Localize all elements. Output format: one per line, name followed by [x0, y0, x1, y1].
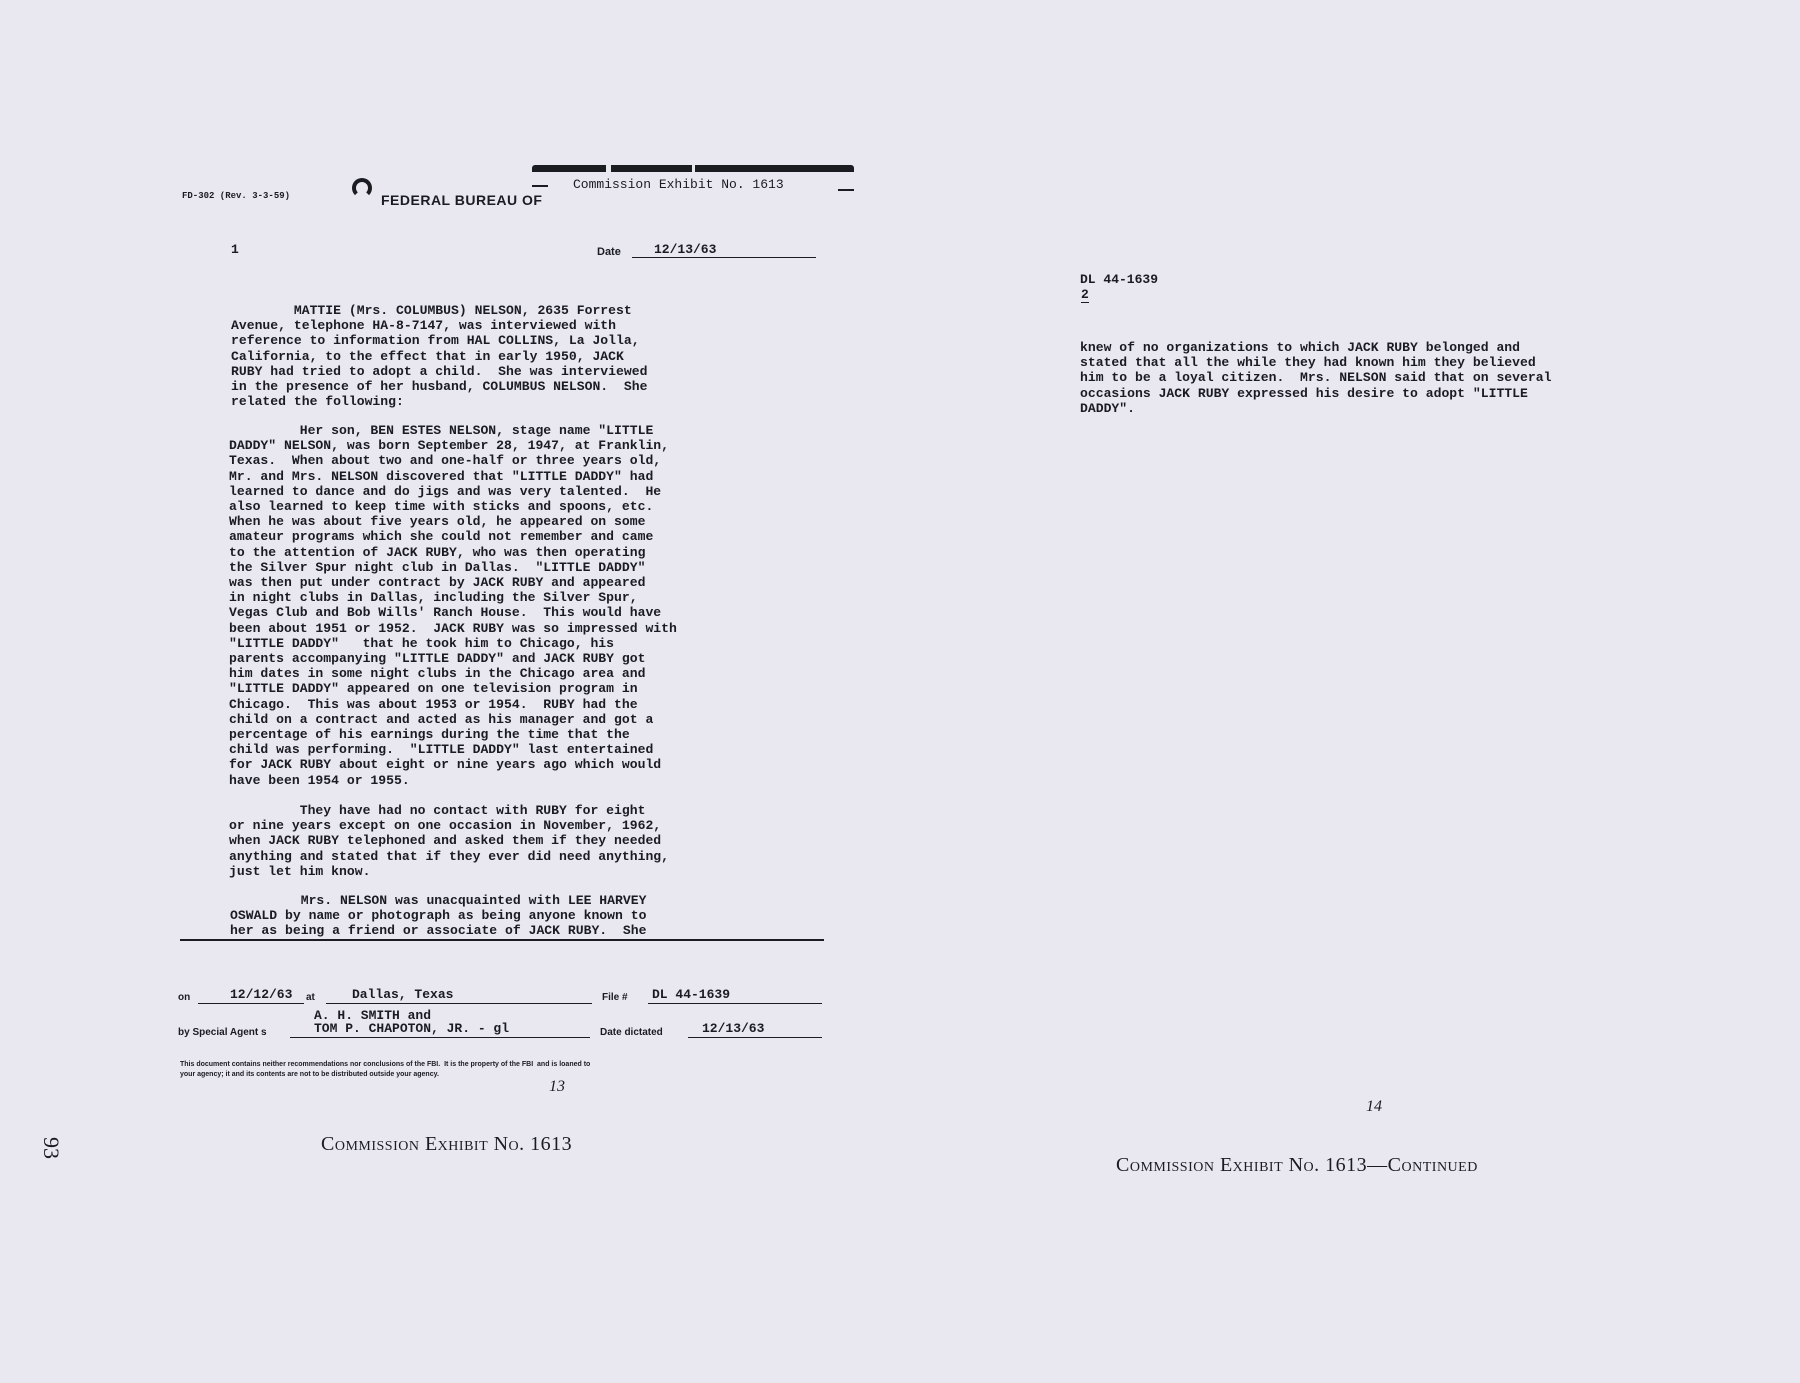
special-agent-value: TOM P. CHAPOTON, JR. - gl	[290, 1021, 590, 1038]
page-number: 2	[1081, 287, 1089, 302]
body-paragraph: Her son, BEN ESTES NELSON, stage name "LITTLE DADDY" NELSON, was born September 28, 1947, at Franklin, Texas. When about two and one-half or three years old, Mr. and Mrs. NELSON discovered that "LITTLE DADDY" had learned to dance and do jigs and was very talented. He also learned to keep time with sticks and spoons, etc. When he was about five years old, he appeared on some amateur programs which she could not remember and came to the attention of JACK RUBY, who was then operating the Silver Spur night club in Dallas. "LITTLE DADDY" was then put under contract by JACK RUBY and appeared in night clubs in Dallas, including the Silver Spur, Vegas Club and Bob Wills' Ranch House. This would have been about 1951 or 1952. JACK RUBY was so impressed with "LITTLE DADDY" that he took him to Chicago, his parents accompanying "LITTLE DADDY" and JACK RUBY got him dates in some night clubs in the Chicago area and "LITTLE DADDY" appeared on one television program in Chicago. This was about 1953 or 1954. RUBY had the child on a contract and acted as his manager and got a percentage of his earnings during the time that the child was performing. "LITTLE DADDY" last entertained for JACK RUBY about eight or nine years ago which would have been 1954 or 1955.	[229, 423, 677, 788]
exhibit-stamp-bar-gap	[692, 165, 695, 172]
exhibit-stamp-tick	[838, 189, 854, 191]
exhibit-stamp-tick	[532, 185, 548, 187]
agent-name-line: A. H. SMITH and	[314, 1008, 432, 1023]
exhibit-caption: Commission Exhibit No. 1613	[321, 1133, 573, 1155]
exhibit-caption: Commission Exhibit No. 1613—Continued	[1116, 1154, 1478, 1176]
fbi-seal-icon	[352, 178, 372, 198]
agency-heading: FEDERAL BUREAU OF	[381, 192, 543, 208]
date-value: 12/13/63	[632, 242, 816, 258]
exhibit-stamp: Commission Exhibit No. 1613	[573, 177, 784, 192]
body-paragraph: MATTIE (Mrs. COLUMBUS) NELSON, 2635 Forrest Avenue, telephone HA-8-7147, was interviewed with reference to information from HAL COLLINS, La Jolla, California, to the effect that in early 1950, JACK RUBY had tried to adopt a child. She was interviewed in the presence of her husband, COLUMBUS NELSON. She related the following:	[231, 303, 648, 410]
form-number: FD-302 (Rev. 3-3-59)	[182, 191, 291, 201]
handwritten-page-number: 13	[549, 1078, 565, 1095]
location-label: at	[306, 992, 315, 1003]
date-dictated-label: Date dictated	[600, 1027, 663, 1038]
disclaimer-text: This document contains neither recommendations nor conclusions of the FBI. It is the property of the FBI and is loaned to your agency; it and its contents are not to be distributed outside your agency.	[180, 1061, 591, 1078]
file-number-value: DL 44-1639	[648, 987, 822, 1004]
date-dictated-value: 12/13/63	[688, 1021, 822, 1038]
file-number: DL 44-1639	[1080, 272, 1159, 287]
handwritten-page-number: 14	[1366, 1098, 1382, 1115]
interview-date-label: on	[178, 992, 191, 1003]
date-label: Date	[597, 246, 621, 258]
body-paragraph: They have had no contact with RUBY for eight or nine years except on one occasion in November, 1962, when JACK RUBY telephoned and asked them if they needed anything and stated that if they ever did need anything, just let him know.	[229, 803, 670, 879]
body-underline	[180, 939, 824, 941]
interview-date-value: 12/12/63	[198, 987, 304, 1004]
page-number: 1	[231, 242, 239, 257]
special-agent-label: by Special Agent s	[178, 1027, 267, 1038]
margin-page-number: 93	[39, 1137, 64, 1159]
exhibit-stamp-bar-gap	[606, 165, 611, 172]
body-paragraph: Mrs. NELSON was unacquainted with LEE HARVEY OSWALD by name or photograph as being anyone known to her as being a friend or associate of JACK RUBY. She	[230, 893, 647, 939]
file-number-label: File #	[602, 992, 628, 1003]
location-value: Dallas, Texas	[326, 987, 592, 1004]
body-paragraph: knew of no organizations to which JACK RUBY belonged and stated that all the while they had known him they believed him to be a loyal citizen. Mrs. NELSON said that on several occasions JACK RUBY expressed his desire to adopt "LITTLE DADDY".	[1080, 340, 1552, 416]
